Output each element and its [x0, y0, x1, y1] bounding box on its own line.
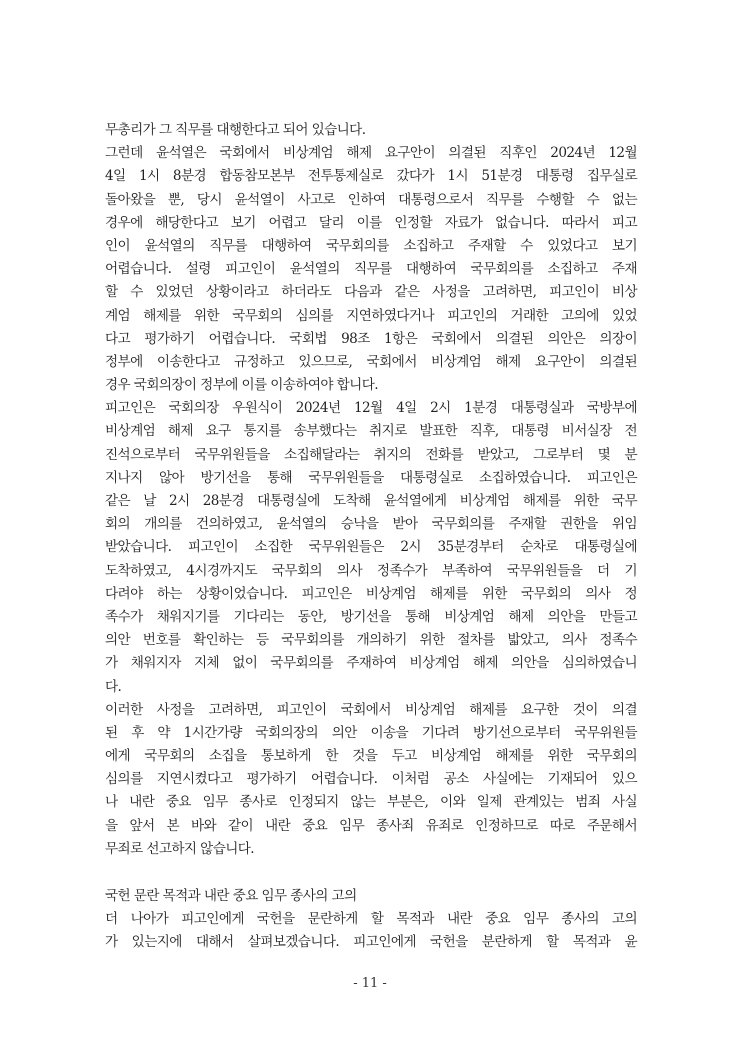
text-line: 을 앞서 본 바와 같이 내란 중요 임무 종사죄 유죄로 인정하므로 따로 주문해서 [105, 817, 637, 834]
text-line: 된 후 약 1시간가량 국회의장의 의안 이송을 기다려 방기선으로부터 국무위원들 [105, 724, 637, 741]
text-line: 인이 윤석열의 직무를 대행하여 국무회의를 소집하고 주재할 수 있었다고 보기 [105, 237, 637, 254]
text-line: 다고 평가하기 어렵습니다. 국회법 98조 1항은 국회에서 의결된 의안은 의장이 [105, 330, 637, 347]
text-line: 경우에 해당한다고 보기 어렵고 달리 이를 인정할 자료가 없습니다. 따라서 피고 [105, 214, 637, 231]
text-line: 무총리가 그 직무를 대행한다고 되어 있습니다. [105, 122, 366, 138]
text-line: 그런데 윤석열은 국회에서 비상계엄 해제 요구안이 의결된 직후인 2024년 12월 [105, 145, 637, 162]
text-line: 의안 번호를 확인하는 등 국무회의를 개의하기 위한 절차를 밟았고, 의사 정족수 [105, 632, 637, 649]
paragraph [105, 699, 637, 861]
text-line: 계엄 해제를 위한 국무회의 심의를 지연하였다거나 피고인의 거래한 고의에 있었 [105, 307, 637, 324]
text-line: 진석으로부터 국무위원들을 소집해달라는 취지의 전화를 받았고, 그로부터 몇 분 [105, 446, 637, 463]
text-line: 가 있는지에 대해서 살펴보겠습니다. 피고인에게 국헌을 분란하게 할 목적과 윤 [105, 934, 637, 951]
text-line: 돌아왔을 뿐, 당시 윤석열이 사고로 인하여 대통령으로서 직무를 수행할 수 없는 [105, 191, 637, 208]
text-line: 같은 날 2시 28분경 대통령실에 도착해 윤석열에게 비상계엄 해제를 위한 국무 [105, 493, 637, 509]
text-line: 나 내란 중요 임무 종사로 인정되지 않는 부분은, 이와 일제 관계있는 범죄 사실 [105, 794, 637, 811]
text-line: 회의 개의를 건의하였고, 윤석열의 승낙을 받아 국무회의를 주재할 권한을 위임 [105, 516, 637, 533]
text-line: 지나지 않아 방기선을 통해 국무위원들을 대통령실로 소집하였습니다. 피고인은 [105, 469, 637, 486]
text-line: 정부에 이송한다고 규정하고 있으므로, 국회에서 비상계엄 해제 요구안이 의결된 [105, 353, 637, 370]
text-line: 이러한 사정을 고려하면, 피고인이 국회에서 비상계엄 해제를 요구한 것이 의결 [105, 701, 637, 718]
text-line: 도착하였고, 4시경까지도 국무회의 의사 정족수가 부족하여 국무위원들을 더 기 [105, 562, 637, 579]
section [105, 885, 637, 955]
paragraph [105, 142, 637, 397]
paragraph [105, 119, 637, 142]
text-line: 4일 1시 8분경 합동참모본부 전투통제실로 갔다가 1시 51분경 대통령 집무실로 [105, 168, 637, 185]
text-line: 비상계엄 해제 요구 통지를 송부했다는 취지로 발표한 직후, 대통령 비서실장 전 [105, 423, 637, 440]
section-spacer [105, 861, 637, 885]
section-heading: 국헌 문란 목적과 내란 중요 임무 종사의 고의 [105, 888, 357, 904]
text-line: 다. [105, 678, 122, 695]
text-line: 가 채워지자 지체 없이 국무회의를 주재하여 비상계엄 해제 의안을 심의하였습니 [105, 655, 637, 672]
text-line: 다려야 하는 상황이었습니다. 피고인은 비상계엄 해제를 위한 국무회의 의사 정 [105, 585, 637, 602]
text-line: 받았습니다. 피고인이 소집한 국무위원들은 2시 35분경부터 순차로 대통령실에 [105, 539, 637, 556]
text-line: 족수가 채워지기를 기다리는 동안, 방기선을 통해 비상계엄 해제 의안을 만들고 [105, 608, 637, 625]
body-text [105, 119, 637, 955]
text-line: 피고인은 국회의장 우원식이 2024년 12월 4일 2시 1분경 대통령실과 국방부에 [105, 400, 637, 417]
text-line: 무죄로 선고하지 않습니다. [105, 840, 255, 857]
text-line: 어렵습니다. 설령 피고인이 윤석열의 직무를 대행하여 국무회의를 소집하고 주재 [105, 261, 637, 278]
text-line: 심의를 지연시켰다고 평가하기 어렵습니다. 이처럼 공소 사실에는 기재되어 있으 [105, 771, 637, 788]
text-line: 할 수 있었던 상황이라고 하더라도 다음과 같은 사정을 고려하면, 피고인이 비상 [105, 284, 637, 301]
text-line: 경우 국회의장이 정부에 이를 이송하여야 합니다. [105, 377, 378, 394]
text-line: 에게 국무회의 소집을 통보하게 한 것을 두고 비상계엄 해제를 위한 국무회의 [105, 748, 637, 765]
text-line: 더 나아가 피고인에게 국헌을 문란하게 할 목적과 내란 중요 임무 종사의 고의 [105, 911, 637, 928]
paragraph [105, 397, 637, 698]
page-number: - 11 - [353, 976, 387, 991]
